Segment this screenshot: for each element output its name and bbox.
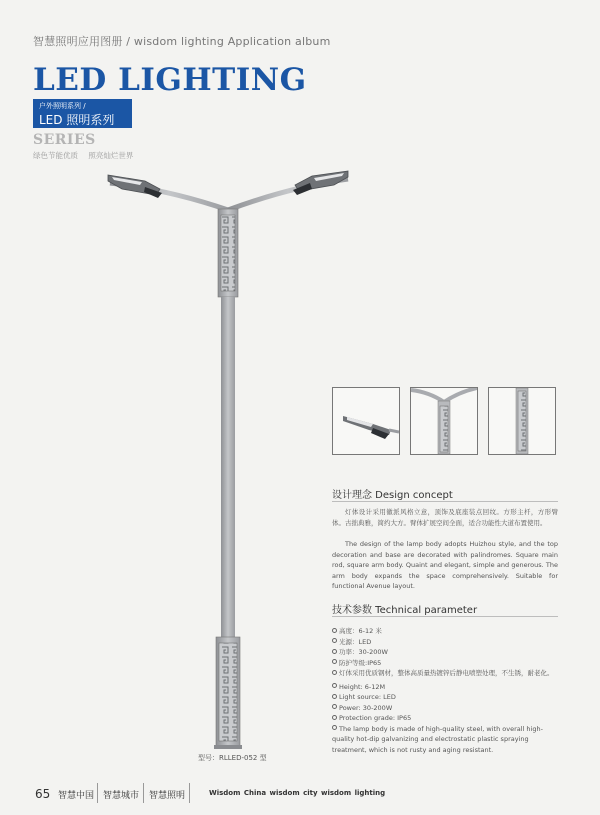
left-lamp-head [108,175,162,198]
param-item: Height: 6-12M [332,682,560,693]
footer-item-china: 智慧中国 [58,791,95,801]
album-title: 智慧照明应用图册 / wisdom lighting Application album [33,35,331,48]
detail-thumb-lamp-head [332,387,400,455]
series-name: LED 照明系列 [39,113,115,127]
param-item: Light source: LED [332,692,560,703]
series-category: 户外照明系列 / [39,102,86,110]
footer-english: Wisdom China wisdom city wisdom lighting [209,789,386,797]
param-item: Protection grade: IP65 [332,713,560,724]
page-title: LED LIGHTING [33,62,307,98]
param-item: The lamp body is made of high-quality steel, with overall high-quality hot-dip galvanizing and electrostatic plastic spraying treatment, which is not rusty and aging resistant. [332,724,543,754]
design-text-en: The design of the lamp body adopts Huizhou style, and the top decoration and base are decorated with palindromes. Square main rod, square arm body. Quaint and elegant, simple and generous. The arm body expands the space comprehensively. Suitable for functional Avenue layout. [332,540,558,590]
detail-thumb-base [488,387,556,455]
design-divider [332,501,558,502]
param-item: 高度：6-12 米 [332,626,560,637]
param-item: 光源：LED [332,637,560,648]
param-item: 功率：30-200W [332,647,560,658]
base-fret-ornament [219,643,237,741]
detail-thumb-arm-joint [410,387,478,455]
footer-divider [189,783,190,803]
page-number: 65 [35,787,51,801]
footer-divider [97,783,98,803]
main-pole [221,297,235,637]
design-text-cn: 灯体设计采用徽派风格立意，顶饰及底座装点回纹。方形主杆，方形臂体。古拙典雅，简约大方。臂体扩展空间全面，适合功能性大道布置使用。 [332,508,558,527]
top-fret-ornament [221,215,235,291]
slogan: 绿色节能优质 照亮灿烂世界 [33,151,134,160]
footer-divider [143,783,144,803]
tech-divider [332,616,558,617]
design-concept-heading: 设计理念 Design concept [332,490,453,501]
model-number: 型号：RLLED-052 型 [198,754,267,762]
param-item: 灯体采用优质钢材，整体高质量热镀锌后静电喷塑处理，不生锈，耐老化。 [332,668,560,679]
street-lamp-illustration [100,165,360,760]
footer-item-lighting: 智慧照明 [149,791,186,801]
right-lamp-head [293,171,348,195]
tech-param-heading: 技术参数 Technical parameter [332,605,478,616]
param-item: 防护等级:IP65 [332,658,560,669]
series-badge [33,99,132,128]
tech-param-list [332,626,560,755]
series-label: SERIES [33,132,96,148]
param-item: Power: 30-200W [332,703,560,714]
footer-item-city: 智慧城市 [103,791,140,801]
